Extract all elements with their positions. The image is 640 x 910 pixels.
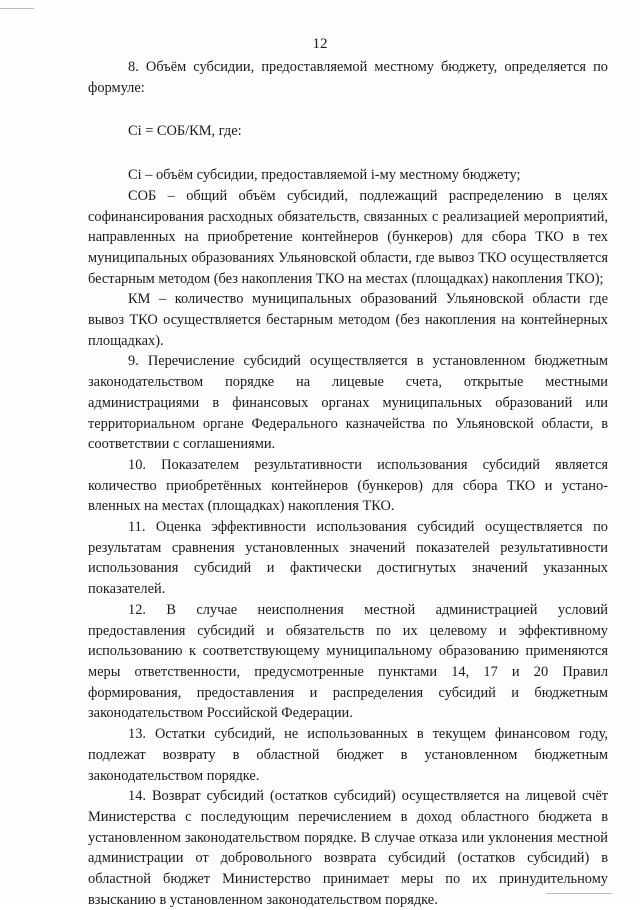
paragraph-13: 13. Остатки субсидий, не использованных в текущем финансовом году, подлежат возврату в областной бюджет в установленном бюджетным законодательством порядке.: [88, 726, 608, 784]
page-number: 12: [312, 36, 328, 52]
paragraph-14: 14. Возврат субсидий (остатков субсидий) осуществляется на лицевой счёт Министерства с последующим перечислением в доход областного бюджета в установленном законодательством порядке. В случае отказа или уклонения местной администрации от добровольного возврата субсидий (остатков субсидий) в областной бюджет Министерство принимает меры по их принудительному взысканию в установленном законодательством порядке.: [88, 788, 608, 908]
definition-sob: СОБ – общий объём субсидий, подлежащий распределению в целях софинансирования расходных обязательств, связанных с реализацией мероприятий, направленных на приобретение контейнеров (бункеров) для сбора ТКО в тех муниципальных образованиях Ульяновской области, где вывоз ТКО осуществляется бестарным методом (без накопления ТКО на местах (площадках) накопления ТКО);: [88, 187, 608, 287]
scan-edge-mark-top: [0, 8, 34, 9]
paragraph-11: 11. Оценка эффективности использования субсидий осуществляется по результатам сравнения установленных значений показателей результативности использования субсидий и фактически достигнутых значений указанных показателей.: [88, 519, 608, 598]
formula-line: Ci = СОБ/КМ, где:: [128, 123, 242, 140]
paragraph-9: 9. Перечисление субсидий осуществляется в установленном бюджетным законодательством порядке на лицевые счета, открытые местными администрациями в финансовых органах муниципальных образований или территориальном органе Федерального казначейства по Ульяновской области, в соответствии с соглашениями.: [88, 353, 608, 453]
definition-ci: Ci – объём субсидии, предоставляемой i-му местному бюджету;: [128, 167, 521, 184]
paragraph-8: 8. Объём субсидии, предоставляемой местному бюджету, определяется по формуле:: [88, 59, 608, 96]
paragraph-10: 10. Показателем результативности использования субсидий является количество приобретённых контейнеров (бункеров) для сбора ТКО и установленных на местах (площадках) накопления ТКО.: [88, 456, 608, 515]
paragraph-12: 12. В случае неисполнения местной администрацией условий предоставления субсидий и обязательств по их целевому и эффективному использованию к соответствующему муниципальному образованию применяются меры ответственности, предусмотренные пунктами 14, 17 и 20 Правил формирования, предоставления и распределения субсидий и бюджетным законодательством Российской Федерации.: [88, 601, 608, 722]
document-body: [88, 57, 608, 910]
definition-km: КМ – количество муниципальных образований Ульяновской области где вывоз ТКО осуществляется бестарным методом (без накопления на контейнерных площадках).: [88, 291, 608, 349]
